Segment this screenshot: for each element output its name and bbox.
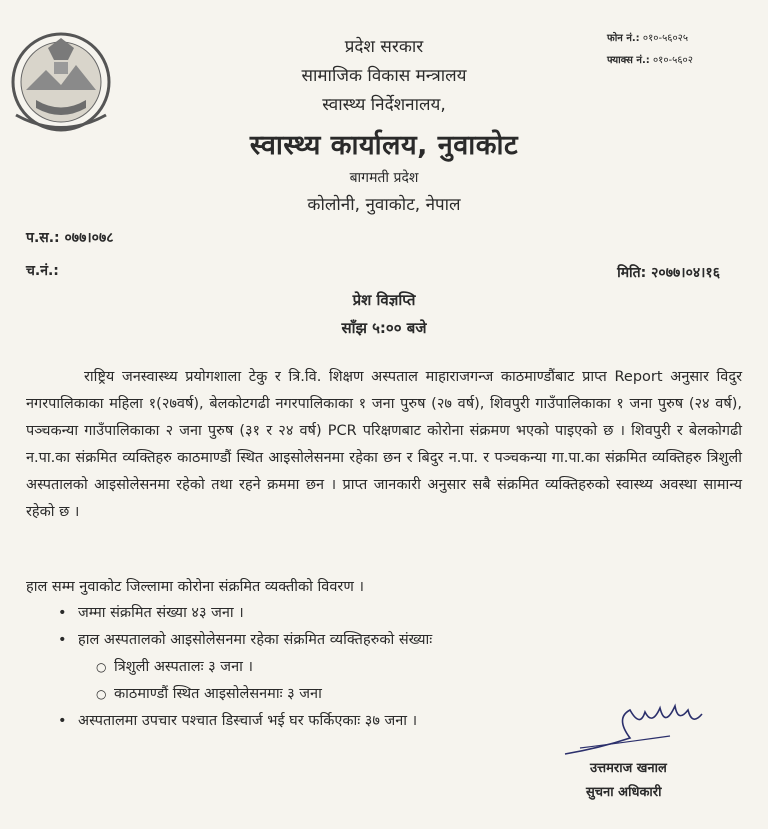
phone-line bbox=[607, 28, 762, 50]
summary-list bbox=[58, 600, 432, 735]
document-date: मिति: २०७७।०४।१६ bbox=[617, 265, 720, 281]
list-item-text: जम्मा संक्रमित संख्या ४३ जना । bbox=[78, 605, 244, 621]
release-title: प्रेश विज्ञप्ति bbox=[352, 291, 416, 309]
signatory-name: उत्तमराज खनाल bbox=[590, 761, 667, 776]
release-time: साँझ ५:०० बजे bbox=[341, 319, 427, 337]
hollow-bullet-icon: ○ bbox=[96, 660, 107, 674]
signature-icon bbox=[560, 698, 710, 760]
reference-ps: प.स.: ०७७।०७८ bbox=[26, 230, 114, 246]
letterhead-line-3: स्वास्थ्य निर्देशनालय, bbox=[322, 95, 446, 115]
contact-block bbox=[607, 28, 762, 72]
bullet-icon: • bbox=[58, 632, 67, 648]
phone-label: फोन नं.: bbox=[607, 33, 640, 44]
fax-label: फ्याक्स नं.: bbox=[607, 55, 650, 66]
letterhead-line-2: सामाजिक विकास मन्त्रालय bbox=[301, 66, 467, 86]
province-name: बागमती प्रदेश bbox=[349, 170, 419, 186]
list-item-text: हाल अस्पतालको आइसोलेसनमा रहेका संक्रमित व्यक्तिहरुको संख्याः bbox=[78, 632, 433, 648]
body-paragraph: राष्ट्रिय जनस्वास्थ्य प्रयोगशाला टेकु र त्रि.वि. शिक्षण अस्पताल माहाराजगन्ज काठमाण्डौंबाट प्राप्त Report अनुसार विदुर नगरपालिकाका महिला १(२७वर्ष), बेलकोटगढी नगरपालिकाका १ जना पुरुष (२७ वर्ष), शिवपुरी गाउँपालिकाका १ जना पुरुष (२४ वर्ष), पञ्चकन्या गाउँपालिकाका २ जना पुरुष (३१ र २४ वर्ष) PCR परिक्षणबाट कोरोना संक्रमण भएको पाइएको छ । शिवपुरी र बेलकोगढी न.पा.का संक्रमित व्यक्तिहरु काठमाण्डौं स्थित आइसोलेसनमा रहेका छन र बिदुर न.पा. र पञ्चकन्या गा.पा.का संक्रमित व्यक्तिहरु त्रिशुली अस्पतालको आइसोलेसनमा रहेको तथा रहने क्रममा छन । प्राप्त जानकारी अनुसार सबै संक्रमित व्यक्तिहरुको स्वास्थ्य अवस्था सामान्य रहेको छ । bbox=[26, 369, 742, 520]
letterhead-line-1: प्रदेश सरकार bbox=[344, 37, 424, 57]
fax-number: ०१०-५६०२ bbox=[652, 55, 693, 66]
sub-list-item bbox=[58, 681, 432, 708]
office-name: स्वास्थ्य कार्यालय, नुवाकोट bbox=[249, 130, 519, 161]
list-item bbox=[58, 708, 432, 735]
hollow-bullet-icon: ○ bbox=[96, 687, 107, 701]
signatory-title: सुचना अधिकारी bbox=[586, 785, 662, 800]
phone-number: ०१०-५६०२५ bbox=[642, 33, 689, 44]
bullet-icon: • bbox=[58, 713, 67, 729]
list-item-text: काठमाण्डौं स्थित आइसोलेसनमाः ३ जना bbox=[114, 686, 322, 702]
list-item-text: अस्पतालमा उपचार पश्चात डिस्चार्ज भई घर फर्किएकाः ३७ जना । bbox=[78, 713, 418, 729]
reference-cn: च.नं.: bbox=[26, 263, 59, 279]
office-address: कोलोनी, नुवाकोट, नेपाल bbox=[307, 195, 461, 215]
list-item bbox=[58, 627, 432, 654]
bullet-icon: • bbox=[58, 605, 67, 621]
list-item bbox=[58, 600, 432, 627]
summary-heading: हाल सम्म नुवाकोट जिल्लामा कोरोना संक्रमित व्यक्तीको विवरण । bbox=[26, 579, 364, 595]
sub-list-item bbox=[58, 654, 432, 681]
list-item-text: त्रिशुली अस्पतालः ३ जना । bbox=[114, 659, 253, 675]
fax-line bbox=[607, 50, 762, 72]
